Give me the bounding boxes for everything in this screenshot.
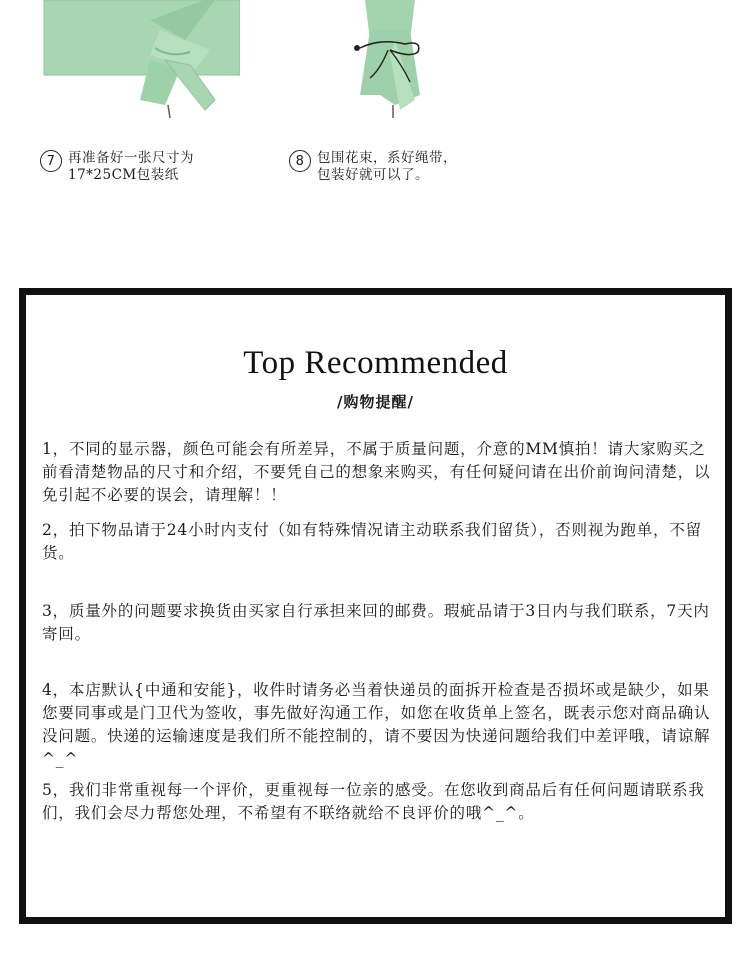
notice-item-1: 1，不同的显示器，颜色可能会有所差异，不属于质量问题，介意的MM慎拍！请大家购买之前看清楚物品的尺寸和介绍，不要凭自己的想象来购买，有任何疑问请在出价前询问清楚，以免引起不必要的误会，请理解！！ xyxy=(42,440,711,504)
wrapped-bouquet-photo xyxy=(310,0,470,140)
shopping-notice-box xyxy=(19,288,732,924)
step-number-badge: 7 xyxy=(40,150,62,172)
step-7-text: 再准备好一张尺寸为 17*25CM包装纸 xyxy=(68,150,194,183)
notice-title: Top Recommended xyxy=(243,345,508,381)
notice-item-5: 5，我们非常重视每一个评价，更重视每一位亲的感受。在您收到商品后有任何问题请联系我们，我们会尽力帮您处理，不希望有不联络就给不良评价的哦^_^。 xyxy=(42,781,705,822)
step-number-badge: 8 xyxy=(289,150,311,172)
notice-item-4: 4，本店默认{中通和安能}，收件时请务必当着快递员的面拆开检查是否损坏或是缺少，如果您要同事或是门卫代为签收，事先做好沟通工作，如您在收货单上签名，既表示您对商品确认没问题。快递的运输速度是我们所不能控制的，请不要因为快递问题给我们中差评哦，请谅解^_^ xyxy=(42,681,711,768)
step-8-text: 包围花束，系好绳带， 包装好就可以了。 xyxy=(317,150,457,183)
notice-item-2: 2，拍下物品请于24小时内支付（如有特殊情况请主动联系我们留货），否则视为跑单，不留货。 xyxy=(42,521,702,562)
wrapping-paper-photo xyxy=(0,0,240,140)
notice-item-3: 3，质量外的问题要求换货由买家自行承担来回的邮费。瑕疵品请于3日内与我们联系，7天内寄回。 xyxy=(42,602,710,643)
step-8-caption xyxy=(289,150,457,184)
notice-subtitle: /购物提醒/ xyxy=(337,393,414,411)
step-7-caption xyxy=(40,150,194,184)
